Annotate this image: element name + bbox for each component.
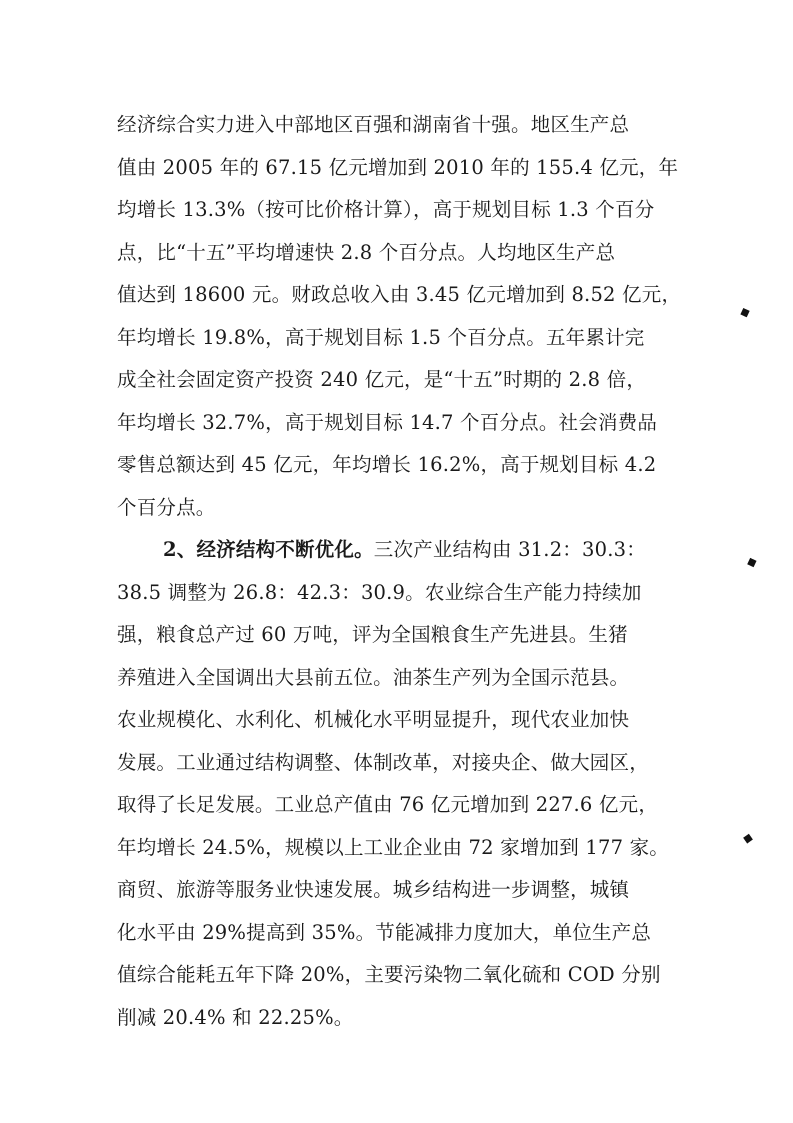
- paragraph-2: [117, 529, 687, 1039]
- paragraph-2-line-1: [117, 529, 687, 572]
- paragraph-2-line-6: 发展。工业通过结构调整、体制改革，对接央企、做大园区，: [117, 750, 649, 774]
- paragraph-1-line-1: 经济综合实力进入中部地区百强和湖南省十强。地区生产总: [117, 113, 630, 136]
- paragraph-2-line-2: 38.5 调整为 26.8：42.3：30.9。农业综合生产能力持续加: [117, 580, 642, 604]
- paragraph-1: [117, 104, 687, 529]
- paragraph-1-line-10: 个百分点。: [117, 495, 216, 519]
- paragraph-2-line-5: 农业规模化、水利化、机械化水平明显提升，现代农业加快: [117, 708, 630, 731]
- scan-mark-icon: ◆: [743, 555, 761, 570]
- paragraph-1-line-4: 点，比“十五”平均增速快 2.8 个百分点。人均地区生产总: [117, 240, 616, 264]
- paragraph-1-line-2: 值由 2005 年的 67.15 亿元增加到 2010 年的 155.4 亿元，年: [117, 155, 679, 179]
- paragraph-1-line-6: 年均增长 19.8%，高于规划目标 1.5 个百分点。五年累计完: [117, 325, 645, 349]
- paragraph-2-line-11: 值综合能耗五年下降 20%，主要污染物二氧化硫和 COD 分别: [117, 963, 661, 986]
- section-heading: 2、经济结构不断优化。: [163, 538, 374, 561]
- scan-mark-icon: ◆: [737, 303, 753, 322]
- paragraph-2-line-7: 取得了长足发展。工业总产值由 76 亿元增加到 227.6 亿元，: [117, 793, 659, 816]
- paragraph-1-line-3: 均增长 13.3%（按可比价格计算），高于规划目标 1.3 个百分: [117, 198, 655, 221]
- paragraph-2-line-1-text: 三次产业结构由 31.2：30.3：: [373, 538, 646, 561]
- paragraph-1-line-5: 值达到 18600 元。财政总收入由 3.45 亿元增加到 8.52 亿元，: [117, 283, 682, 306]
- paragraph-2-line-4: 养殖进入全国调出大县前五位。油茶生产列为全国示范县。: [117, 665, 630, 689]
- paragraph-2-line-9: 商贸、旅游等服务业快速发展。城乡结构进一步调整，城镇: [117, 878, 630, 901]
- paragraph-1-line-8: 年均增长 32.7%，高于规划目标 14.7 个百分点。社会消费品: [117, 410, 658, 434]
- paragraph-1-line-7: 成全社会固定资产投资 240 亿元，是“十五”时期的 2.8 倍，: [117, 368, 647, 391]
- scan-mark-icon: ◆: [741, 830, 755, 847]
- body-text: [117, 104, 687, 1039]
- paragraph-1-line-9: 零售总额达到 45 亿元，年均增长 16.2%，高于规划目标 4.2: [117, 453, 657, 476]
- paragraph-2-line-8: 年均增长 24.5%，规模以上工业企业由 72 家增加到 177 家。: [117, 835, 669, 859]
- paragraph-2-line-3: 强，粮食总产过 60 万吨，评为全国粮食生产先进县。生猪: [117, 623, 628, 646]
- paragraph-2-line-12: 削减 20.4% 和 22.25%。: [117, 1005, 354, 1029]
- paragraph-2-line-10: 化水平由 29%提高到 35%。节能减排力度加大，单位生产总: [117, 920, 652, 944]
